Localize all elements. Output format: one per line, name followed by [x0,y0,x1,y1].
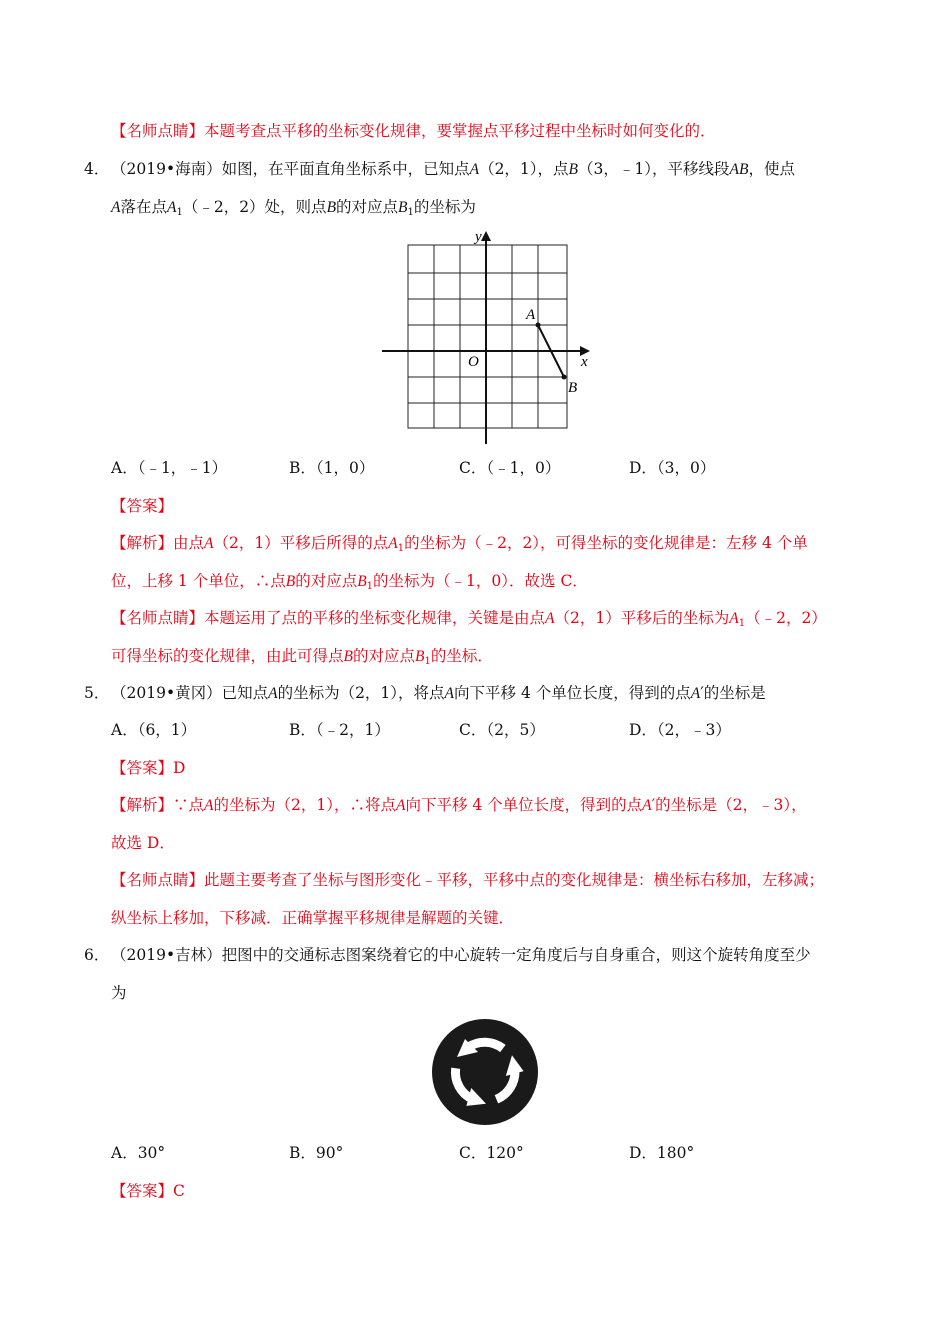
q5-option-d: D．（2，﹣3） [629,721,731,739]
var-a: A [545,610,555,627]
q4-answer [111,496,173,516]
tip-tag: 【名师点睛】 [111,871,205,889]
q4-number: 4． [84,160,110,178]
q5-analysis-line2: 故选 D． [111,834,175,852]
q4-option-c: C．（﹣1，0） [459,459,561,477]
q5-tip-line2: 纵坐标上移加，下移减．正确掌握平移规律是解题的关键． [111,909,515,927]
q5-tip-line1 [111,870,824,890]
answer-tag: 【答案】 [111,759,174,777]
subscript: 1 [407,207,414,218]
var-b: B [568,161,579,178]
q4-stem-line1 [111,159,795,180]
q4-analysis-line2 [111,571,588,592]
q5-answer [111,758,185,778]
q6-option-c: C．120° [459,1144,524,1162]
var-b: B [326,199,337,216]
text: 向下平移 4 个单位长度，得到的点 [405,796,643,814]
text: 的对应点 [352,647,415,665]
var-a: A [444,685,455,702]
point-a [536,323,541,328]
var-b1: B [357,573,367,590]
q4-option-d: D．（3，0） [629,459,716,477]
text: ′的坐标是（2，﹣3）， [651,796,807,814]
var-a: A [268,685,278,702]
var-a: A [204,797,214,814]
analysis-tag: 【解析】 [111,534,174,552]
text: 的坐标为（2，1），∴将点 [213,796,396,814]
q6-stem-line2: 为 [111,984,127,1002]
q6-option-a: A．30° [111,1144,166,1162]
q4-stem-line2 [111,197,476,218]
var-ab: AB [729,161,749,178]
q5-number: 5． [84,684,110,702]
text: （2，1）平移后所得的点 [213,534,389,552]
subscript: 1 [738,618,746,629]
subscript: 1 [176,207,183,218]
text: ∵点 [173,796,205,814]
text: 的坐标为（2，1），将点 [277,684,445,702]
var-a-prime: A [642,797,652,814]
analysis-tag: 【解析】 [111,796,174,814]
text: 此题主要考查了坐标与图形变化﹣平移，平移中点的变化规律是：横坐标右移加，左移减； [204,871,825,889]
text: 位，上移 1 个单位，∴点 [111,572,286,590]
q5-option-c: C．（2，5） [459,721,545,739]
coordinate-grid-figure [376,226,598,448]
text: 的坐标为（﹣1，0）．故选 C． [373,572,588,590]
var-a: A [204,535,214,552]
var-a1: A [388,535,398,552]
var-a: A [111,199,121,216]
text: （﹣2，2）处，则点 [182,198,327,216]
tip-tag: 【名师点睛】 [111,609,205,627]
answer-value: D [173,759,186,777]
tip-text: 本题考查点平移的坐标变化规律，要掌握点平移过程中坐标时如何变化的． [204,122,716,140]
var-a: A [469,161,480,178]
point-b [562,375,567,380]
text: （2019•黄冈）已知点 [111,684,269,702]
q4-tip-line2 [111,646,493,667]
q4-option-b: B．（1，0） [289,459,375,477]
var-b: B [343,648,353,665]
answer-tag: 【答案】 [111,1182,174,1200]
text: 的坐标． [430,647,493,665]
var-b: B [285,573,296,590]
q6-option-d: D．180° [629,1144,695,1162]
text: 由点 [173,534,205,552]
text: （3，﹣1），平移线段 [578,160,730,178]
q6-number: 6． [84,946,110,964]
answer-value: C [173,1182,185,1200]
point-b-label: B [568,380,578,396]
q4-option-a: A．（﹣1，﹣1） [111,459,228,477]
y-axis-arrow [481,231,491,241]
answer-tag: 【答案】 [111,497,174,515]
text: 落在点 [120,198,167,216]
text: 向下平移 4 个单位长度，得到的点 [454,684,691,702]
roundabout-sign-icon [430,1017,540,1127]
text: （2019•海南）如图，在平面直角坐标系中，已知点 [111,160,470,178]
q6-stem-line1: （2019•吉林）把图中的交通标志图案绕着它的中心旋转一定角度后与自身重合，则这个旋转角度至少 [111,946,811,964]
q6-answer [111,1181,185,1201]
text: 的对应点 [336,198,399,216]
x-axis-label: x [581,354,588,370]
text: 本题运用了点的平移的坐标变化规律，关键是由点 [204,609,546,627]
text: ′的坐标是 [700,684,766,702]
q5-analysis-line1 [111,795,807,816]
top-tip [111,121,716,141]
origin-label: O [468,354,479,370]
subscript: 1 [424,656,431,667]
q4-tip-line1 [111,608,827,629]
var-a1: A [729,610,739,627]
q5-option-a: A．（6，1） [111,721,197,739]
q6-option-b: B．90° [289,1144,344,1162]
var-a1: A [166,199,177,216]
text: （﹣2，2） [745,609,827,627]
text: 的对应点 [295,572,358,590]
var-b1: B [398,199,408,216]
subscript: 1 [397,543,405,554]
var-b1: B [415,648,425,665]
text: （2，1），点 [479,160,569,178]
subscript: 1 [366,581,374,592]
text: 可得坐标的变化规律，由此可得点 [111,647,344,665]
y-axis-label: y [475,229,482,245]
text: （2，1）平移后的坐标为 [554,609,730,627]
text: 的坐标为（﹣2，2），可得坐标的变化规律是：左移 4 个单 [404,534,808,552]
q5-option-b: B．（﹣2，1） [289,721,390,739]
tip-tag: 【名师点睛】 [111,122,205,140]
q5-stem [111,683,766,704]
var-a: A [395,797,406,814]
point-a-label: A [526,307,536,323]
q4-analysis-line1 [111,533,808,554]
var-a-prime: A [690,685,701,702]
text: 的坐标为 [413,198,476,216]
text: ，使点 [748,160,795,178]
